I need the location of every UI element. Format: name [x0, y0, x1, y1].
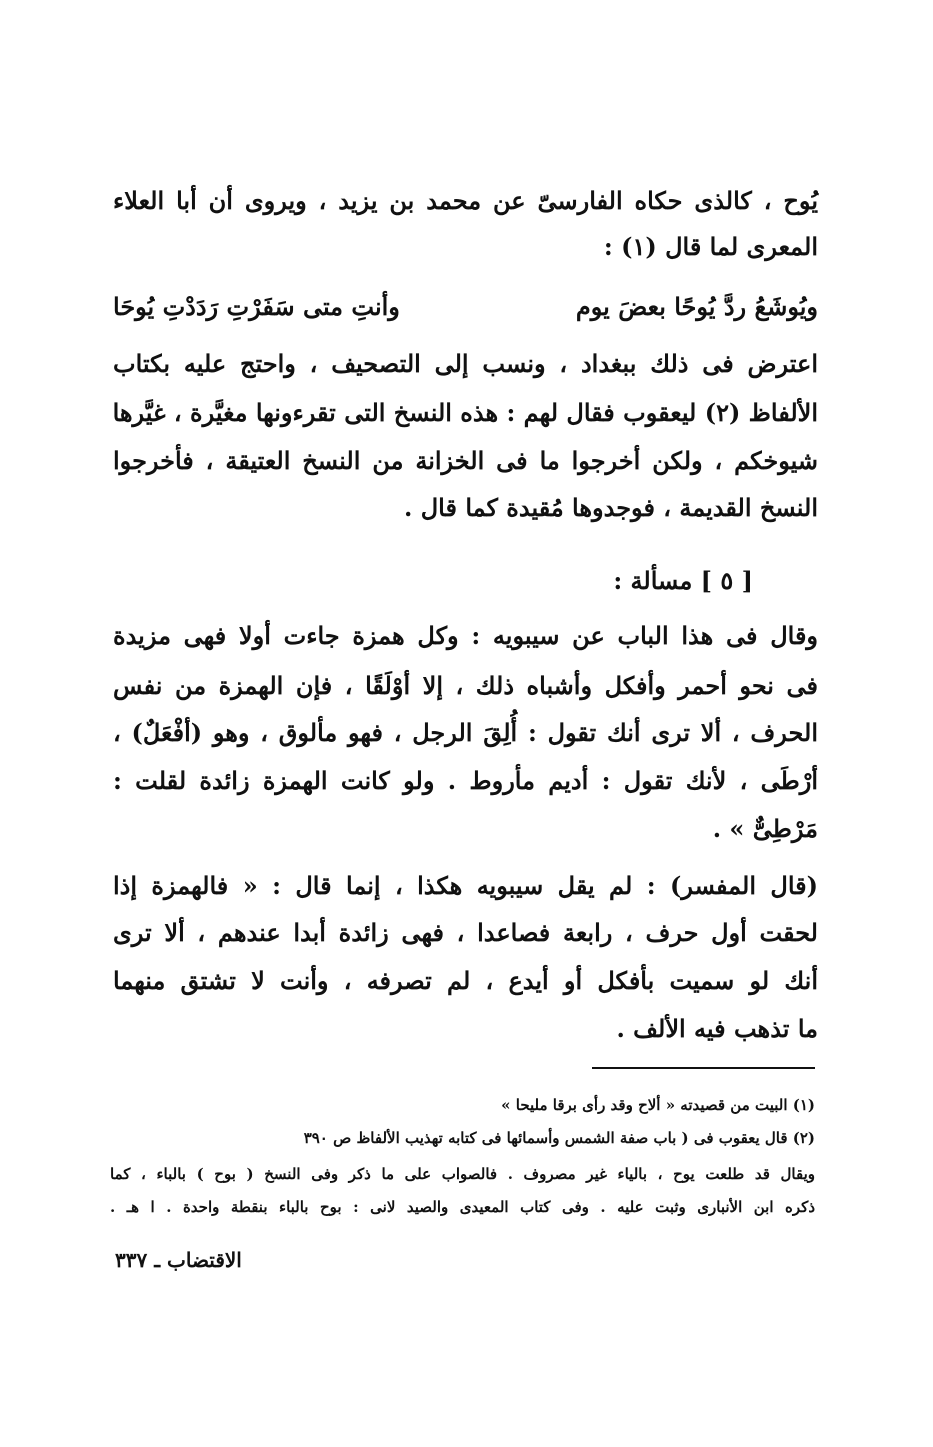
footnote: ذكره ابن الأنبارى وثبت عليه . وفى كتاب المعيدى والصيد لانى : بوح بالباء بنقطة واحدة . ا هـ . [110, 1198, 815, 1216]
footnote-separator [592, 1067, 815, 1069]
paragraph-line: ما تذهب فيه الألف . [616, 1014, 818, 1043]
footnote: (١) البيت من قصيدته « ألاح وقد رأى برقا مليحا » [501, 1096, 815, 1114]
paragraph-line: لحقت أول حرف ، رابعة فصاعدا ، فهى زائدة أبدا عندهم ، ألا ترى [113, 918, 818, 947]
paragraph-line: فى نحو أحمر وأفكل وأشباه ذلك ، إلا أوْلَقًا ، فإن الهمزة من نفس [113, 671, 818, 700]
page-footer: الاقتضاب ـ ٣٣٧ [115, 1248, 242, 1272]
paragraph-line: اعترض فى ذلك ببغداد ، ونسب إلى التصحيف ، واحتج عليه بكتاب [113, 349, 818, 378]
paragraph-line: الحرف ، ألا ترى أنك تقول : أُلِقَ الرجل ، فهو مألوق ، وهو (أفْعَلٌ) ، [113, 718, 818, 747]
paragraph-line: شيوخكم ، ولكن أخرجوا ما فى الخزانة من النسخ العتيقة ، فأخرجوا [113, 446, 818, 475]
verse-hemistich-first: ويُوشَعُ ردَّ يُوحًا بعضَ يوم [575, 292, 818, 321]
paragraph-line: وقال فى هذا الباب عن سيبويه : وكل همزة جاءت أولا فهى مزيدة [113, 621, 818, 650]
paragraph-line: أنك لو سميت بأفكل أو أيدع ، لم تصرفه ، وأنت لا تشتق منهما [113, 966, 818, 995]
body-line: يُوح ، كالذى حكاه الفارسىّ عن محمد بن يزيد ، ويروى أن أبا العلاء [113, 186, 818, 215]
section-heading: [ ٥ ] مسألة : [613, 566, 753, 595]
paragraph-line: (قال المفسر) : لم يقل سيبويه هكذا ، إنما قال : « فالهمزة إذا [113, 871, 818, 900]
footnote: ويقال قد طلعت يوح ، بالياء غير مصروف . فالصواب على ما ذكر وفى النسخ ( بوح ) بالباء ، كما [110, 1165, 815, 1183]
poem-verse [113, 287, 818, 327]
verse-hemistich-second: وأنتِ متى سَفَرْتِ رَدَدْتِ يُوحَا [113, 292, 400, 321]
body-line: المعرى لما قال (١) : [603, 232, 818, 261]
footnote: (٢) قال يعقوب فى ( باب صفة الشمس وأسمائها فى كتابه تهذيب الألفاظ ص ٣٩٠ [303, 1129, 815, 1147]
paragraph-line: مَرْطِىٌّ » . [712, 814, 818, 843]
paragraph-line: أرْطَى ، لأنك تقول : أديم مأروط . ولو كانت الهمزة زائدة لقلت : [113, 766, 818, 795]
paragraph-line: النسخ القديمة ، فوجدوها مُقيدة كما قال . [404, 493, 818, 522]
paragraph-line: الألفاظ (٢) ليعقوب فقال لهم : هذه النسخ التى تقرءونها مغيَّرة ، غيَّرها [112, 398, 818, 427]
